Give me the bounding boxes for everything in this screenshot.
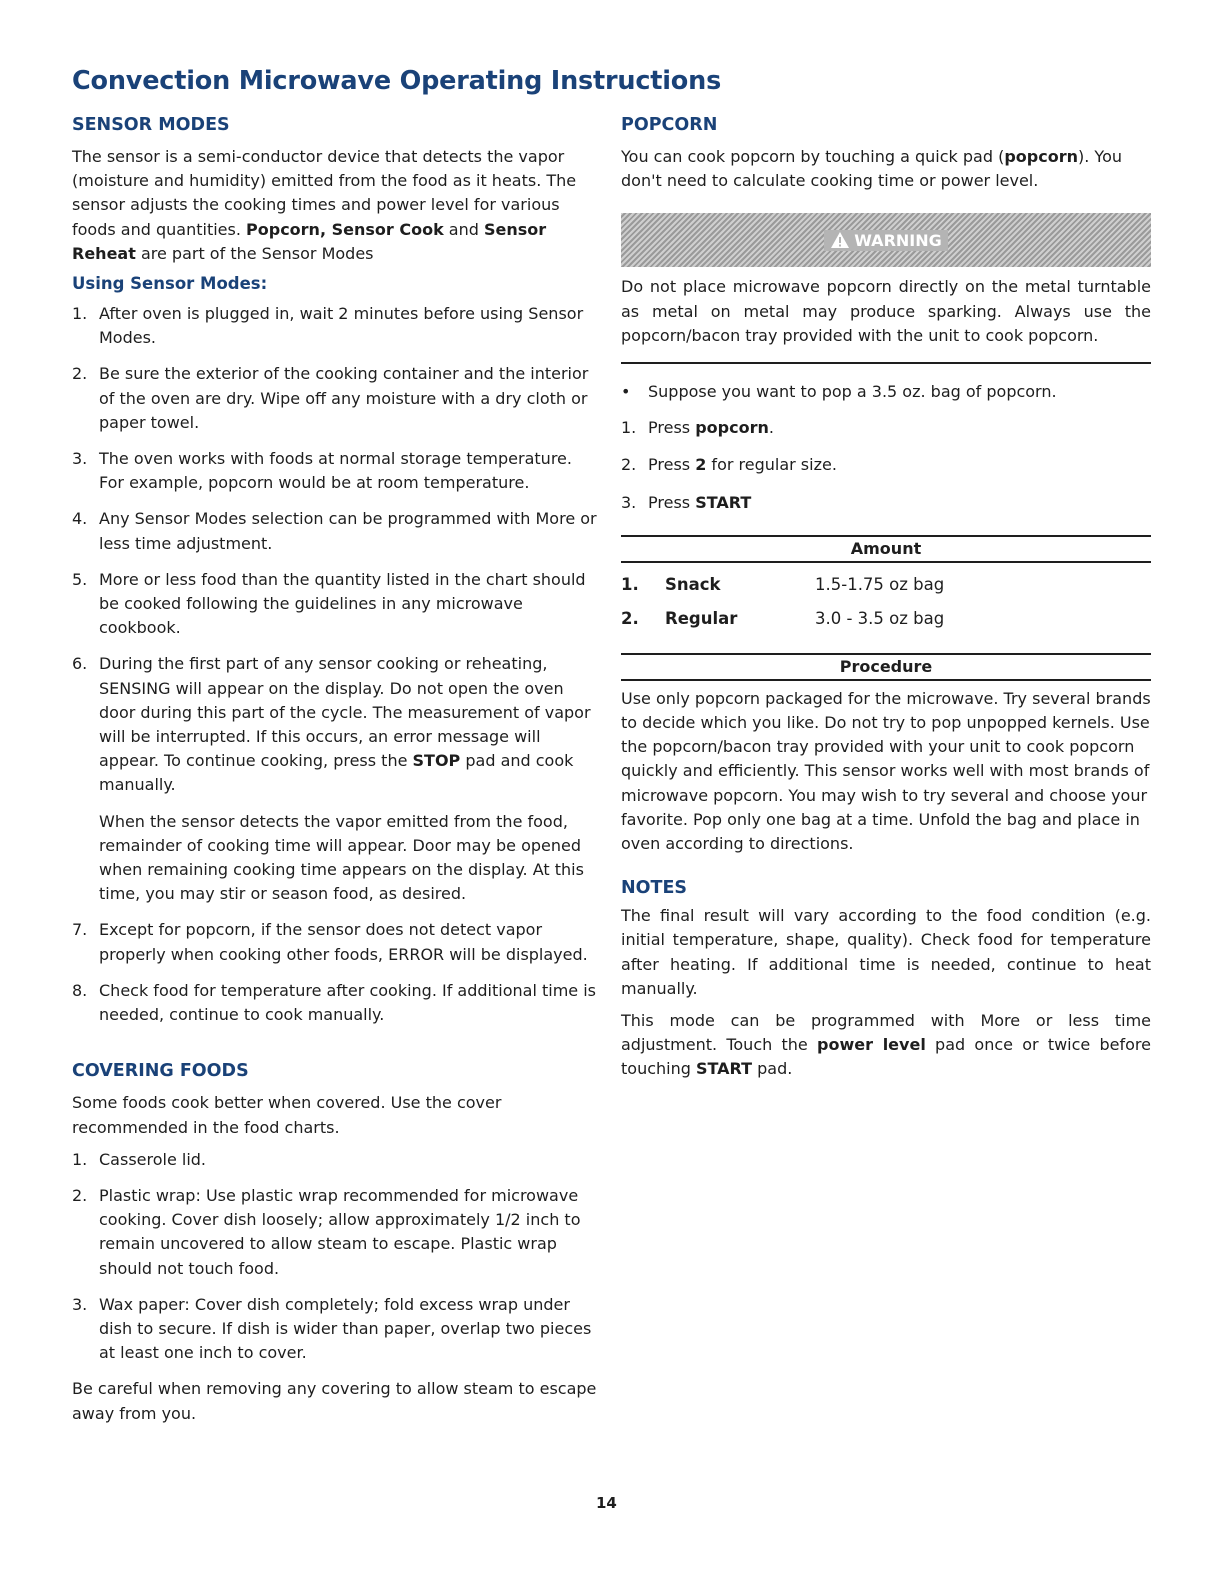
amount-table — [621, 535, 1151, 631]
notes-paragraph-2: This mode can be programmed with More or less time adjustment. Touch the power level pad once or twice before touching START pad. — [621, 1011, 1151, 1079]
right-column — [621, 113, 1151, 1082]
sensor-steps-list — [72, 302, 597, 798]
notes-paragraph-1: The final result will vary according to the food condition (e.g. initial temperature, shape, quality). Check food for temperature after heating. If additional time is needed, continue to heat manually. — [621, 906, 1151, 998]
list-item: 2. Press 2 for regular size. — [621, 455, 837, 475]
covering-foods-closing: Be careful when removing any covering to allow steam to escape away from you. — [72, 1379, 597, 1423]
notes-heading: NOTES — [621, 878, 688, 899]
popcorn-section — [621, 113, 1151, 856]
sensor-steps-list-continued — [72, 918, 597, 1027]
amount-header: Amount — [621, 537, 1151, 563]
list-item: 2. Be sure the exterior of the cooking container and the interior of the oven are dry. Wipe off any moisture with a dry cloth or paper towel. — [72, 364, 589, 432]
sensor-modes-intro: The sensor is a semi-conductor device that detects the vapor (moisture and humidity) emitted from the food as it heats. The sensor adjusts the cooking times and power level for various foods and quantities. Popcorn, Sensor Cook and Sensor Reheat are part of the Sensor Modes — [72, 147, 577, 263]
covering-foods-heading: COVERING FOODS — [72, 1061, 249, 1082]
covering-foods-list — [72, 1148, 597, 1366]
using-sensor-modes-heading: Using Sensor Modes: — [72, 274, 268, 294]
list-item: 7. Except for popcorn, if the sensor does not detect vapor properly when cooking other foods, ERROR will be displayed. — [72, 920, 588, 964]
sensing-detail-paragraph: When the sensor detects the vapor emitted from the food, remainder of cooking time will appear. Door may be opened when remaining cooking time appears on the display. At this time, you may stir or season food, as desired. — [99, 811, 584, 904]
table-row: 2. Regular 3.0 - 3.5 oz bag — [621, 608, 945, 628]
list-item: 5. More or less food than the quantity listed in the chart should be cooked following the guidelines in any microwave cookbook. — [72, 569, 586, 638]
list-item: 6. During the first part of any sensor cooking or reheating, SENSING will appear on the display. Do not open the oven door during this part of the cycle. The measurement of vapor will be interrupted. If this occurs, an error message will appear. To continue cooking, press the STOP pad and cook manually. — [72, 654, 591, 795]
list-item: 1. Press popcorn. — [621, 418, 774, 438]
list-item: 1. After oven is plugged in, wait 2 minutes before using Sensor Modes. — [72, 304, 584, 348]
page-number: 14 — [596, 1494, 617, 1512]
list-item: 1. Casserole lid. — [72, 1149, 207, 1169]
covering-foods-section — [72, 1059, 597, 1425]
covering-foods-intro: Some foods cook better when covered. Use the cover recommended in the food charts. — [72, 1093, 502, 1137]
list-item: 3. Press START — [621, 492, 752, 512]
page-title: Convection Microwave Operating Instructions — [72, 66, 722, 96]
table-row: 1. Snack 1.5-1.75 oz bag — [621, 574, 945, 594]
sensor-modes-section — [72, 113, 597, 1027]
left-column — [72, 113, 597, 1426]
list-item: 2. Plastic wrap: Use plastic wrap recommended for microwave cooking. Cover dish loosely; allow approximately 1/2 inch to remain uncovered to allow steam to escape. Plastic wrap should not touch food. — [72, 1185, 581, 1278]
procedure-header: Procedure — [621, 653, 1151, 681]
popcorn-example-bullet: • Suppose you want to pop a 3.5 oz. bag of popcorn. — [621, 380, 1151, 404]
popcorn-intro: You can cook popcorn by touching a quick pad (popcorn). You don't need to calculate cooking time or power level. — [621, 147, 1122, 191]
warning-banner — [621, 213, 1151, 267]
popcorn-heading: POPCORN — [621, 115, 718, 135]
notes-section — [621, 876, 1151, 1081]
procedure-text: Use only popcorn packaged for the microwave. Try several brands to decide which you like. Do not try to pop unpopped kernels. Use the popcorn/bacon tray provided with your unit to cook popcorn quickly and efficiently. This sensor works well with most brands of microwave popcorn. You may wish to try several and choose your favorite. Pop only one bag at a time. Unfold the bag and place in oven according to directions. — [621, 688, 1151, 854]
warning-label: WARNING — [824, 230, 948, 251]
list-item: 4. Any Sensor Modes selection can be programmed with More or less time adjustment. — [72, 509, 597, 553]
list-item: 8. Check food for temperature after cooking. If additional time is needed, continue to cook manually. — [72, 980, 596, 1025]
list-item: 3. The oven works with foods at normal storage temperature. For example, popcorn would be at room temperature. — [72, 449, 572, 493]
warning-text: Do not place microwave popcorn directly on the metal turntable as metal on metal may produce sparking. Always use the popcorn/bacon tray provided with the unit to cook popcorn. — [621, 275, 1151, 364]
warning-triangle-icon — [830, 231, 850, 249]
list-item: 3. Wax paper: Cover dish completely; fold excess wrap under dish to secure. If dish is wider than paper, overlap two pieces at least one inch to cover. — [72, 1294, 592, 1363]
sensor-modes-heading: SENSOR MODES — [72, 115, 230, 135]
bullet-icon: • — [621, 382, 631, 402]
popcorn-steps-list — [621, 416, 1151, 515]
